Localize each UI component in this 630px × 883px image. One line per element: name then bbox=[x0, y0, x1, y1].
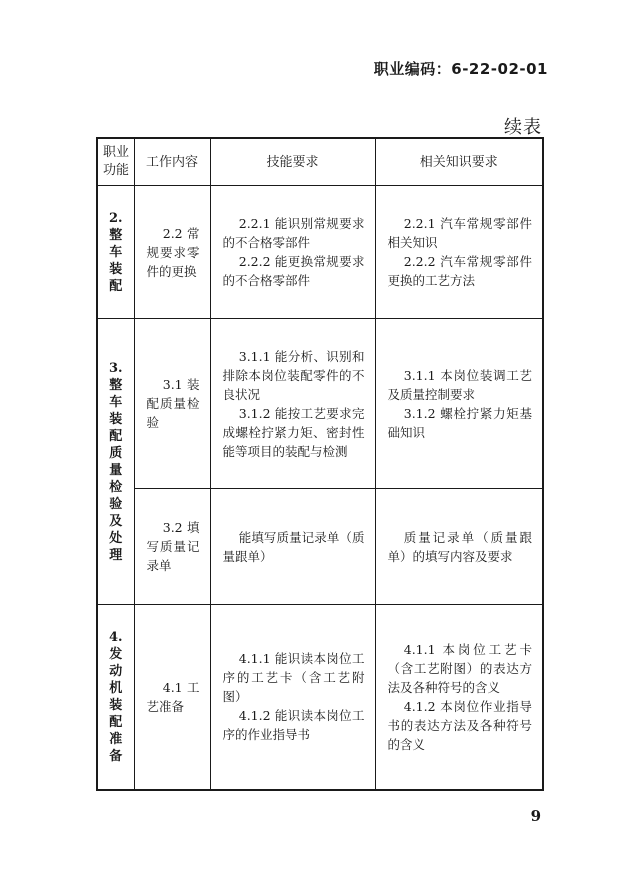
table-row bbox=[97, 186, 543, 319]
work-cell: 3.1 装配质量检验 bbox=[134, 319, 210, 489]
header-knowledge: 相关知识要求 bbox=[375, 138, 543, 186]
table-header-row bbox=[97, 138, 543, 186]
function-cell: 4. 发动机装配准备 bbox=[97, 605, 134, 790]
knowledge-cell: 2.2.1 汽车常规零部件相关知识 2.2.2 汽车常规零部件更换的工艺方法 bbox=[375, 186, 543, 319]
header-skills: 技能要求 bbox=[210, 138, 375, 186]
skills-cell: 3.1.1 能分析、识别和排除本岗位装配零件的不良状况 3.1.2 能按工艺要求完成螺栓拧紧力矩、密封性能等项目的装配与检测 bbox=[210, 319, 375, 489]
header-work: 工作内容 bbox=[134, 138, 210, 186]
skills-cell: 4.1.1 能识读本岗位工序的工艺卡（含工艺附图） 4.1.2 能识读本岗位工序的作业指导书 bbox=[210, 605, 375, 790]
function-cell: 3. 整车装配质量检验及处理 bbox=[97, 319, 134, 605]
work-cell: 4.1 工艺准备 bbox=[134, 605, 210, 790]
knowledge-cell: 4.1.1 本岗位工艺卡（含工艺附图）的表达方法及各种符号的含义 4.1.2 本岗位作业指导书的表达方法及各种符号的含义 bbox=[375, 605, 543, 790]
function-cell: 2. 整车装配 bbox=[97, 186, 134, 319]
knowledge-cell: 3.1.1 本岗位装调工艺及质量控制要求 3.1.2 螺栓拧紧力矩基础知识 bbox=[375, 319, 543, 489]
occupation-code: 职业编码：6-22-02-01 bbox=[373, 60, 548, 78]
work-cell: 2.2 常规要求零件的更换 bbox=[134, 186, 210, 319]
page-number: 9 bbox=[530, 807, 541, 825]
continued-label: 续表 bbox=[504, 117, 542, 138]
knowledge-cell: 质量记录单（质量跟单）的填写内容及要求 bbox=[375, 489, 543, 605]
header-function: 职业功能 bbox=[97, 138, 134, 186]
work-cell: 3.2 填写质量记录单 bbox=[134, 489, 210, 605]
skill-standard-table bbox=[96, 137, 544, 791]
skills-cell: 2.2.1 能识别常规要求的不合格零部件 2.2.2 能更换常规要求的不合格零部件 bbox=[210, 186, 375, 319]
table-row bbox=[97, 489, 543, 605]
table-row bbox=[97, 319, 543, 489]
table-row bbox=[97, 605, 543, 790]
skills-cell: 能填写质量记录单（质量跟单） bbox=[210, 489, 375, 605]
